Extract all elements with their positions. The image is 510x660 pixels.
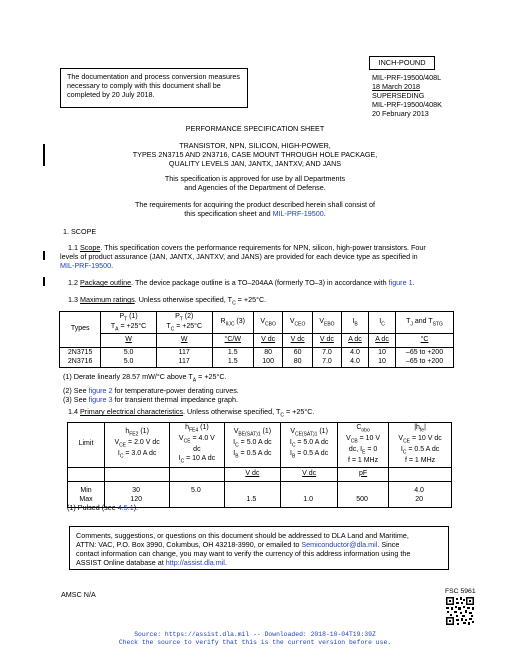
subscript: fe [419, 427, 425, 434]
unit: V dc [261, 336, 276, 344]
subscript: B [235, 453, 239, 460]
requirements-text: this specification sheet and [184, 209, 273, 219]
note-end: for transient thermal impedance graph. [112, 395, 239, 405]
subscript: C [232, 300, 236, 307]
value-cell [253, 348, 283, 368]
value: 5.0 [123, 357, 134, 365]
col-cobo [337, 423, 388, 468]
sym: V [346, 434, 351, 442]
scope-line-3 [60, 261, 460, 270]
requirements-line-2 [0, 209, 510, 218]
value: 80 [293, 357, 302, 365]
value: 80 [264, 349, 273, 357]
ratings-notes [63, 372, 239, 405]
subscript: J [410, 321, 413, 328]
subscript: FE2 [129, 431, 139, 438]
subscript: CEO [294, 321, 306, 328]
title-line-3: QUALITY LEVELS JAN, JANTX, JANTXV, AND JANS [168, 159, 342, 169]
unit-cell [224, 467, 281, 481]
value: 4.0 [350, 357, 360, 365]
comments-line-1: Comments, suggestions, or questions on this document should be addressed to DLA Land and Maritime, [76, 531, 409, 540]
value: 4.0 [350, 349, 360, 357]
sym: V [178, 434, 184, 442]
unit-cell [253, 334, 283, 348]
unit-cell [101, 334, 156, 348]
subscript: FE4 [189, 427, 199, 434]
condition: = 4.0 V [190, 434, 215, 442]
sym: P [175, 313, 180, 320]
value: 1.5 [227, 357, 238, 365]
qr-code-icon [446, 597, 474, 625]
subscript: CE [183, 438, 191, 445]
unit-cell [212, 334, 253, 348]
subscript: BE(SAT)1 [238, 431, 261, 438]
value-cell [283, 348, 313, 368]
scope-period: . [111, 261, 114, 270]
conversion-notice: The documentation and process conversion measures necessary to comply with this document shall be completed by 20 July 2018. [60, 68, 248, 108]
sym: I [233, 439, 236, 447]
unit: pF [358, 469, 368, 477]
unit: V dc [302, 469, 317, 477]
value-cell [337, 481, 388, 507]
maximum-ratings-table [59, 311, 454, 368]
note-ref: (1) [198, 424, 209, 431]
unit-cell [342, 334, 369, 348]
subscript: CE [403, 438, 411, 445]
electrical-title: Primary electrical characteristics [80, 407, 184, 416]
subscript: STG [432, 321, 443, 328]
value: 100 [262, 357, 274, 365]
comments-line-3: contact information can change, you may want to verify the currency of this address information using the [76, 549, 411, 558]
subscript: C [381, 321, 385, 328]
max-value: 1.5 [246, 495, 257, 503]
electrical-end: = +25°C. [284, 407, 315, 416]
sym: V [114, 439, 120, 447]
condition: f = 1 MHz [404, 456, 436, 464]
subscript: CB [350, 438, 358, 445]
comments-text: . [224, 558, 227, 567]
unit: °C/W [224, 336, 241, 344]
sym: I [400, 445, 403, 453]
min-value: 5.0 [191, 487, 201, 495]
type-2n3716: 2N3716 [67, 357, 93, 365]
condition: = +25°C [174, 322, 203, 330]
document-title [0, 141, 510, 169]
electrical-characteristics-table [67, 422, 452, 508]
scope-text: . This specification covers the performance requirements for NPN, silicon, high-power transistors. Four [100, 243, 426, 252]
value: 10 [378, 349, 386, 357]
table-header-row [60, 312, 454, 334]
mil-prf-19500-link[interactable]: MIL-PRF-19500 [272, 209, 324, 219]
condition: = 0.5 A dc [238, 450, 272, 458]
note-ref: (1) [138, 428, 149, 436]
units-row [60, 334, 454, 348]
subscript: obo [361, 427, 370, 434]
unit: °C [420, 336, 429, 344]
note-text: (3) See [63, 395, 89, 405]
unit-cell [312, 334, 341, 348]
pulsed-note [67, 503, 138, 512]
value-cell [224, 481, 281, 507]
sym: V [290, 428, 295, 436]
col-hfe4 [170, 423, 224, 468]
comments-box [69, 526, 449, 570]
unit: A dc [348, 336, 362, 344]
comments-text: ATTN: VAC, P.O. Box 3990, Columbus, OH 43218-3990, or emailed to [76, 540, 302, 549]
subscript: C [291, 442, 296, 449]
scope-title: Scope [80, 243, 101, 252]
col-rth [212, 312, 253, 334]
note-end: = +25°C. [196, 372, 227, 381]
note-ref: (2) [182, 313, 194, 320]
package-outline-title: Package outline [80, 278, 132, 287]
type-cell [60, 348, 101, 368]
email-link[interactable]: Semiconductor@dla.mil [301, 540, 378, 549]
note-text: (2) See [63, 385, 89, 395]
value: –65 to +200 [405, 357, 444, 365]
value-cell [281, 481, 338, 507]
sym: I [379, 317, 382, 325]
condition: = 0 [365, 445, 378, 453]
subscript: CBO [265, 321, 276, 328]
note-end: for temperature-power derating curves. [112, 385, 239, 395]
unit: V dc [245, 469, 260, 477]
sym: h [185, 424, 189, 431]
unit-cell [156, 334, 212, 348]
comments-line-4 [76, 558, 442, 567]
value: –65 to +200 [405, 349, 444, 357]
approval-statement [0, 174, 510, 192]
subscript: C [180, 457, 185, 464]
scope-line-1 [60, 243, 460, 252]
condition: = 10 V dc [410, 434, 442, 442]
col-hfe [389, 423, 452, 468]
value: 1.5 [227, 349, 238, 357]
unit: V dc [290, 336, 305, 344]
sym: I [289, 439, 292, 447]
subscript: A [115, 326, 119, 333]
condition: dc [193, 445, 201, 453]
col-pt1 [101, 312, 156, 334]
mil-prf-19500-scope-link[interactable]: MIL-PRF-19500 [60, 261, 112, 270]
check-line: Check the source to verify that this is the current version before use. [118, 639, 392, 646]
subscript: C [170, 326, 175, 333]
figure-2-link[interactable]: figure 2 [88, 385, 113, 395]
sym: V [233, 428, 239, 436]
col-tj-tstg [396, 312, 454, 334]
value-cell [369, 348, 396, 368]
sym: R [220, 317, 226, 325]
package-outline-period: . [412, 278, 415, 287]
comments-text: . Since [377, 540, 400, 549]
sheet-title: PERFORMANCE SPECIFICATION SHEET [185, 124, 325, 133]
para-number: 1.1 [68, 243, 80, 252]
condition: f = 1 MHz [347, 456, 379, 464]
value: 117 [178, 357, 190, 365]
col-vce-sat [281, 423, 338, 468]
note-1 [63, 372, 239, 386]
unit: W [180, 336, 188, 344]
para-number: 1.2 [68, 278, 80, 287]
note-text: (1) Pulsed (see [67, 503, 118, 512]
sym: I [352, 317, 355, 325]
change-bar [43, 251, 45, 260]
condition: = 5.0 A dc [238, 439, 272, 447]
table-row [60, 348, 454, 368]
sym: T [110, 322, 116, 330]
col-pt2 [156, 312, 212, 334]
note-end: ). [133, 503, 139, 512]
unit: W [125, 336, 132, 344]
condition: = 5.0 A dc [295, 439, 329, 447]
subscript: E [362, 449, 366, 456]
max-value: 500 [356, 495, 368, 503]
comments-line-2 [76, 540, 442, 549]
maximum-ratings-end: = +25°C. [235, 295, 267, 304]
change-bar [43, 277, 45, 286]
col-vbe-sat [224, 423, 281, 468]
inch-pound-label: INCH-POUND [369, 56, 435, 70]
note-3 [63, 395, 239, 404]
subscript: C [119, 453, 124, 460]
unit-cell [68, 467, 105, 481]
unit-cell [389, 467, 452, 481]
value: 5.0 [123, 349, 134, 357]
col-types: Types [60, 312, 101, 348]
note-text: (1) Derate linearly 28.57 mW/°C above T [63, 372, 193, 381]
col-limit: Limit [68, 423, 105, 468]
sym: I [117, 450, 120, 458]
value: 60 [293, 349, 302, 357]
scope-paragraph [60, 243, 460, 270]
assist-link[interactable]: http://assist.dla.mil [165, 558, 225, 567]
document-identification [372, 73, 442, 118]
table-header-row [68, 423, 452, 468]
requirements-period: . [323, 209, 326, 219]
condition: = +25°C [118, 322, 147, 330]
unit-cell [369, 334, 396, 348]
package-outline-text: . The device package outline is a TO–204AA (formerly TO–3) in accordance with [131, 278, 389, 287]
subscript: A [192, 377, 197, 384]
superseded-number: MIL-PRF-19500/408K [372, 100, 442, 109]
value-cell [389, 481, 452, 507]
figure-3-link[interactable]: figure 3 [88, 395, 113, 405]
col-hfe2 [105, 423, 170, 468]
subscript: CE(SAT)1 [294, 431, 318, 438]
sym: C [356, 424, 362, 431]
value-cell [396, 348, 454, 368]
source-line: Source: https://assist.dla.mil -- Downloaded: 2018-10-04T19:39Z [134, 631, 376, 638]
value-cell [101, 348, 156, 368]
unit: A dc [375, 336, 389, 344]
value: 7.0 [322, 349, 332, 357]
sym: V [260, 317, 266, 325]
sym: T [406, 317, 411, 325]
comments-text: ASSIST Online database at [76, 558, 166, 567]
value-cell [342, 348, 369, 368]
subscript: C [402, 449, 407, 456]
col-ic [369, 312, 396, 334]
subscript: CE [119, 442, 127, 449]
package-outline-paragraph [68, 278, 415, 287]
sym: I [178, 454, 181, 462]
superseding-label: SUPERSEDING [372, 91, 425, 100]
figure-1-link[interactable]: figure 1 [388, 278, 413, 287]
subscript: B [291, 453, 296, 460]
subscript: T [124, 316, 128, 323]
sym: P [119, 313, 125, 320]
min-label: Min [80, 487, 92, 495]
para-number: 1.4 [68, 407, 80, 416]
maximum-ratings-paragraph [68, 295, 266, 307]
download-source-footer [0, 631, 510, 647]
value-cell [156, 348, 212, 368]
doc-date: 18 March 2018 [372, 82, 420, 91]
condition: = 0.5 A dc [295, 450, 329, 458]
note-ref: (3) [234, 317, 245, 325]
value-cell [170, 481, 224, 507]
condition: = 3.0 A dc [123, 450, 157, 458]
approval-line-2: and Agencies of the Department of Defense. [184, 183, 326, 193]
units-row [68, 467, 452, 481]
condition: dc, I [348, 445, 363, 453]
sym: h [125, 428, 130, 436]
subscript: C [235, 442, 239, 449]
min-value: 30 [132, 487, 141, 495]
note-ref: (1) [127, 313, 138, 320]
title-line-2: TYPES 2N3715 AND 2N3716, CASE MOUNT THROUGH HOLE PACKAGE, [132, 150, 378, 160]
subscript: θJC [225, 321, 235, 328]
col-vceo [283, 312, 313, 334]
unit-cell [105, 467, 170, 481]
unit-cell [283, 334, 313, 348]
condition: = 0.5 A dc [406, 445, 440, 453]
para-number: 1.3 [68, 295, 80, 304]
value: 117 [178, 349, 190, 357]
sym: V [398, 434, 404, 442]
col-ib [342, 312, 369, 334]
sym: |h [414, 424, 420, 431]
max-label: Max [79, 495, 93, 503]
approval-line-1: This specification is approved for use by all Departments [164, 174, 346, 183]
condition: = 10 V [357, 434, 381, 442]
section-4-5-1-link[interactable]: 4.5.1 [117, 503, 134, 512]
sym: T [166, 322, 171, 330]
doc-number: MIL-PRF-19500/408L [372, 73, 442, 82]
sym: | [424, 424, 426, 431]
subscript: EBO [323, 321, 335, 328]
subscript: B [354, 321, 358, 328]
unit-cell [396, 334, 454, 348]
electrical-characteristics-paragraph [68, 407, 314, 419]
maximum-ratings-text: . Unless otherwise specified, T [134, 295, 233, 304]
scope-heading: 1. SCOPE [63, 227, 97, 236]
sym: V [319, 317, 324, 325]
condition: = 2.0 V dc [126, 439, 160, 447]
col-vebo [312, 312, 341, 334]
unit-cell [170, 467, 224, 481]
sym: and T [412, 317, 433, 325]
requirements-line-1: The requirements for acquiring the product described herein shall consist of [134, 200, 376, 209]
type-2n3715: 2N3715 [67, 349, 93, 357]
sym: I [233, 450, 236, 458]
scope-line-2: levels of product assurance (JAN, JANTX, JANTXV, and JANS) are provided for each device type as specified in [60, 252, 418, 261]
note-2 [63, 386, 239, 395]
requirements-statement [0, 200, 510, 218]
col-vcbo [253, 312, 283, 334]
amsc-label: AMSC N/A [61, 590, 96, 599]
min-value: 4.0 [414, 487, 424, 495]
condition: = 10 A dc [184, 454, 216, 462]
subscript: T [179, 316, 183, 323]
subscript: C [280, 412, 285, 419]
value: 10 [378, 357, 386, 365]
sym: I [290, 450, 292, 458]
electrical-text: . Unless otherwise specified, T [183, 407, 281, 416]
max-value: 120 [130, 495, 142, 503]
value-cell [312, 348, 341, 368]
note-ref: (1) [317, 428, 328, 436]
unit: V dc [319, 336, 334, 344]
title-line-1: TRANSISTOR, NPN, SILICON, HIGH-POWER, [179, 141, 331, 150]
max-value: 1.0 [303, 495, 313, 503]
note-ref: (1) [260, 428, 272, 436]
fsc-label: FSC 5961 [445, 588, 476, 595]
value-cell [212, 348, 253, 368]
superseded-date: 20 February 2013 [372, 109, 429, 118]
value: 7.0 [322, 357, 332, 365]
maximum-ratings-title: Maximum ratings [80, 295, 135, 304]
max-value: 20 [415, 495, 423, 503]
unit-cell [281, 467, 338, 481]
unit-cell [337, 467, 388, 481]
sym: V [289, 317, 295, 325]
